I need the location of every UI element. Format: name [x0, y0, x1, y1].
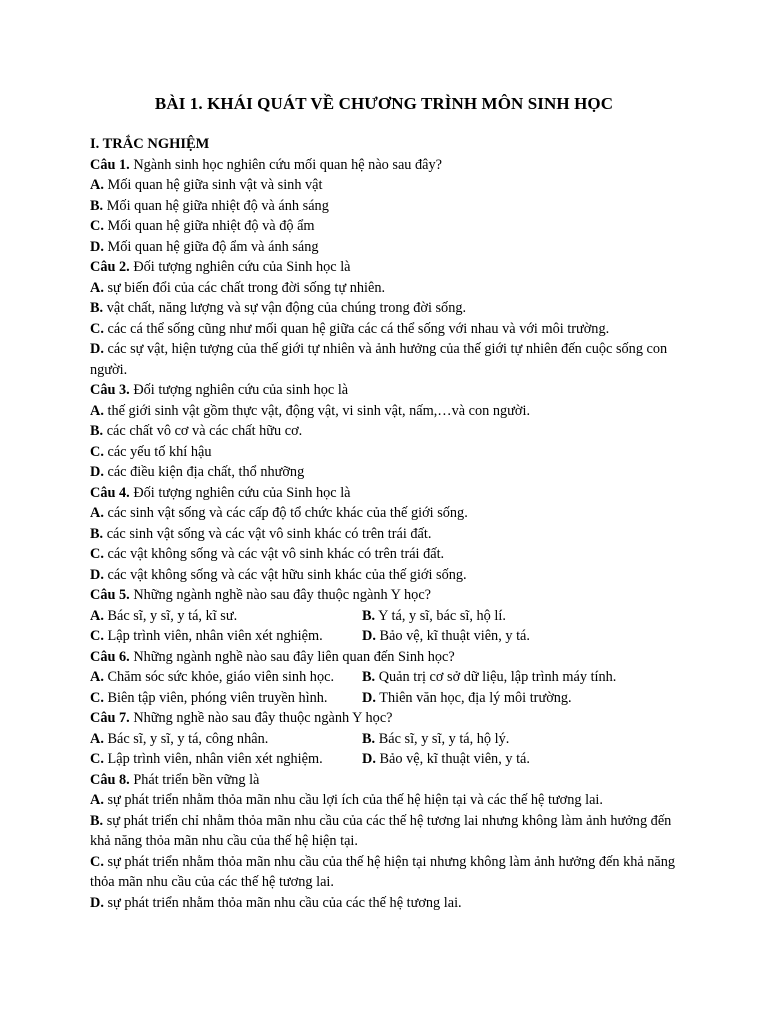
option-text: Bác sĩ, y sĩ, y tá, công nhân. [107, 730, 269, 747]
q3-option-b [90, 421, 690, 442]
q2-option-a [90, 278, 690, 299]
q1-option-d [90, 237, 690, 258]
option-key: B. [362, 669, 376, 685]
option-text: các cá thể sống cũng như mối quan hệ giữa các cá thể sống với nhau và với môi trường. [107, 320, 610, 337]
q1-option-c [90, 216, 690, 237]
q5-options-row-1 [90, 606, 690, 627]
option-key: C. [90, 546, 104, 562]
question-8 [90, 770, 690, 791]
q6-option-c [90, 688, 362, 709]
option-key: C. [90, 443, 104, 460]
q3-option-a [90, 401, 690, 422]
q7-option-a [90, 729, 362, 750]
option-text: Chăm sóc sức khỏe, giáo viên sinh học. [107, 669, 335, 685]
option-key: D. [362, 751, 376, 767]
option-key: D. [362, 689, 376, 706]
option-key: B. [90, 197, 104, 214]
option-text: Mối quan hệ giữa độ ẩm và ánh sáng [107, 238, 319, 255]
option-text: Y tá, y sĩ, bác sĩ, hộ lí. [378, 607, 506, 624]
q6-option-d [362, 688, 572, 709]
option-text: sự phát triển nhằm thỏa mãn nhu cầu của thế hệ hiện tại nhưng không làm ảnh hưởng đến khả năng thỏa mãn nhu cầu của các thế hệ tương lai. [90, 853, 676, 890]
question-label: Câu 4. [90, 484, 130, 501]
option-text: sự biến đổi của các chất trong đời sống tự nhiên. [107, 279, 386, 296]
option-key: A. [90, 730, 104, 747]
q5-option-a [90, 606, 362, 627]
option-key: C. [90, 628, 104, 644]
question-1 [90, 155, 690, 176]
question-text: Ngành sinh học nghiên cứu mối quan hệ nào sau đây? [133, 156, 443, 173]
option-key: C. [90, 689, 104, 706]
question-text: Những ngành nghề nào sau đây thuộc ngành Y học? [133, 587, 432, 603]
option-key: B. [90, 300, 104, 316]
option-text: Mối quan hệ giữa nhiệt độ và ánh sáng [106, 197, 329, 214]
option-key: B. [90, 525, 104, 542]
option-key: D. [90, 341, 104, 357]
option-key: C. [90, 853, 104, 870]
option-text: các sinh vật sống và các vật vô sinh khác có trên trái đất. [106, 525, 432, 542]
option-text: Biên tập viên, phóng viên truyền hình. [107, 689, 328, 706]
question-label: Câu 3. [90, 382, 130, 398]
q1-option-b [90, 196, 690, 217]
q7-option-c [90, 749, 362, 770]
option-key: A. [90, 279, 104, 296]
question-label: Câu 7. [90, 710, 130, 726]
q8-option-a [90, 790, 690, 811]
option-text: Bảo vệ, kĩ thuật viên, y tá. [379, 751, 530, 767]
q2-option-b [90, 298, 690, 319]
question-text: Đối tượng nghiên cứu của Sinh học là [133, 259, 351, 275]
option-key: A. [90, 177, 104, 193]
option-text: Bác sĩ, y sĩ, y tá, hộ lý. [378, 730, 510, 747]
question-text: Đối tượng nghiên cứu của sinh học là [133, 382, 349, 398]
option-key: B. [362, 730, 376, 747]
q3-option-d [90, 462, 690, 483]
section-heading: I. TRẮC NGHIỆM [90, 136, 210, 152]
q7-options-row-2 [90, 749, 690, 770]
option-key: B. [90, 423, 104, 439]
q7-options-row-1 [90, 729, 690, 750]
option-text: Lập trình viên, nhân viên xét nghiệm. [107, 628, 323, 644]
question-3 [90, 380, 690, 401]
option-text: các điều kiện địa chất, thổ nhưỡng [107, 464, 305, 480]
option-text: Thiên văn học, địa lý môi trường. [379, 689, 572, 706]
option-text: các yếu tố khí hậu [107, 443, 212, 460]
option-key: B. [362, 607, 376, 624]
q2-option-c [90, 319, 690, 340]
q6-option-b [362, 667, 616, 688]
page-title: BÀI 1. KHÁI QUÁT VỀ CHƯƠNG TRÌNH MÔN SINH HỌC [154, 94, 614, 113]
option-key: A. [90, 669, 104, 685]
option-text: các chất vô cơ và các chất hữu cơ. [106, 423, 303, 439]
question-text: Phát triển bền vững là [133, 771, 260, 788]
q8-option-c [90, 852, 690, 893]
question-text: Đối tượng nghiên cứu của Sinh học là [133, 484, 351, 501]
option-text: các sinh vật sống và các cấp độ tổ chức khác của thế giới sống. [107, 505, 468, 521]
q2-option-d [90, 339, 690, 380]
question-7 [90, 708, 690, 729]
question-4 [90, 483, 690, 504]
option-text: Lập trình viên, nhân viên xét nghiệm. [107, 751, 323, 767]
option-key: C. [90, 751, 104, 767]
option-key: D. [90, 464, 104, 480]
option-text: thế giới sinh vật gồm thực vật, động vật, vi sinh vật, nấm,…và con người. [107, 402, 531, 419]
option-key: C. [90, 218, 104, 234]
option-text: các vật không sống và các vật hữu sinh khác của thế giới sống. [107, 566, 467, 583]
question-label: Câu 1. [90, 156, 130, 173]
option-key: C. [90, 320, 104, 337]
q5-option-d [362, 626, 530, 647]
option-key: D. [90, 894, 104, 911]
q4-option-d [90, 565, 690, 586]
q5-option-c [90, 626, 362, 647]
question-label: Câu 6. [90, 648, 130, 665]
option-key: D. [90, 566, 104, 583]
q5-options-row-2 [90, 626, 690, 647]
document-body [90, 134, 690, 913]
option-text: các vật không sống và các vật vô sinh khác có trên trái đất. [107, 546, 445, 562]
option-text: Quản trị cơ sở dữ liệu, lập trình máy tính. [378, 669, 617, 685]
option-text: Mối quan hệ giữa sinh vật và sinh vật [107, 177, 323, 193]
question-text: Những nghề nào sau đây thuộc ngành Y học? [133, 710, 393, 726]
q8-option-d [90, 893, 690, 914]
option-text: sự phát triển nhằm thỏa mãn nhu cầu lợi ích của thế hệ hiện tại và các thế hệ tương lai. [107, 792, 603, 808]
option-text: sự phát triển chỉ nhằm thỏa mãn nhu cầu của các thế hệ tương lai nhưng không làm ảnh hưởng đến khả năng thỏa mãn nhu cầu của thế hệ hiện tại. [90, 812, 672, 849]
option-text: vật chất, năng lượng và sự vận động của chúng trong đời sống. [106, 300, 467, 316]
option-key: A. [90, 505, 104, 521]
question-5 [90, 585, 690, 606]
q4-option-c [90, 544, 690, 565]
q7-option-d [362, 749, 530, 770]
option-text: Bảo vệ, kĩ thuật viên, y tá. [379, 628, 530, 644]
q5-option-b [362, 606, 506, 627]
q3-option-c [90, 442, 690, 463]
option-text: Bác sĩ, y sĩ, y tá, kĩ sư. [107, 607, 238, 624]
q1-option-a [90, 175, 690, 196]
option-key: D. [362, 628, 376, 644]
question-6 [90, 647, 690, 668]
q6-options-row-2 [90, 688, 690, 709]
option-key: D. [90, 238, 104, 255]
q4-option-a [90, 503, 690, 524]
question-label: Câu 8. [90, 771, 130, 788]
option-key: A. [90, 607, 104, 624]
option-text: các sự vật, hiện tượng của thế giới tự nhiên và ảnh hưởng của thế giới tự nhiên đến cuộc sống con người. [90, 341, 668, 378]
q6-options-row-1 [90, 667, 690, 688]
question-text: Những ngành nghề nào sau đây liên quan đến Sinh học? [133, 648, 455, 665]
q7-option-b [362, 729, 509, 750]
question-label: Câu 5. [90, 587, 130, 603]
option-text: Mối quan hệ giữa nhiệt độ và độ ẩm [107, 218, 315, 234]
option-text: sự phát triển nhằm thỏa mãn nhu cầu của các thế hệ tương lai. [107, 894, 462, 911]
option-key: B. [90, 812, 104, 829]
q6-option-a [90, 667, 362, 688]
question-2 [90, 257, 690, 278]
question-label: Câu 2. [90, 259, 130, 275]
option-key: A. [90, 402, 104, 419]
q4-option-b [90, 524, 690, 545]
q8-option-b [90, 811, 690, 852]
option-key: A. [90, 792, 104, 808]
